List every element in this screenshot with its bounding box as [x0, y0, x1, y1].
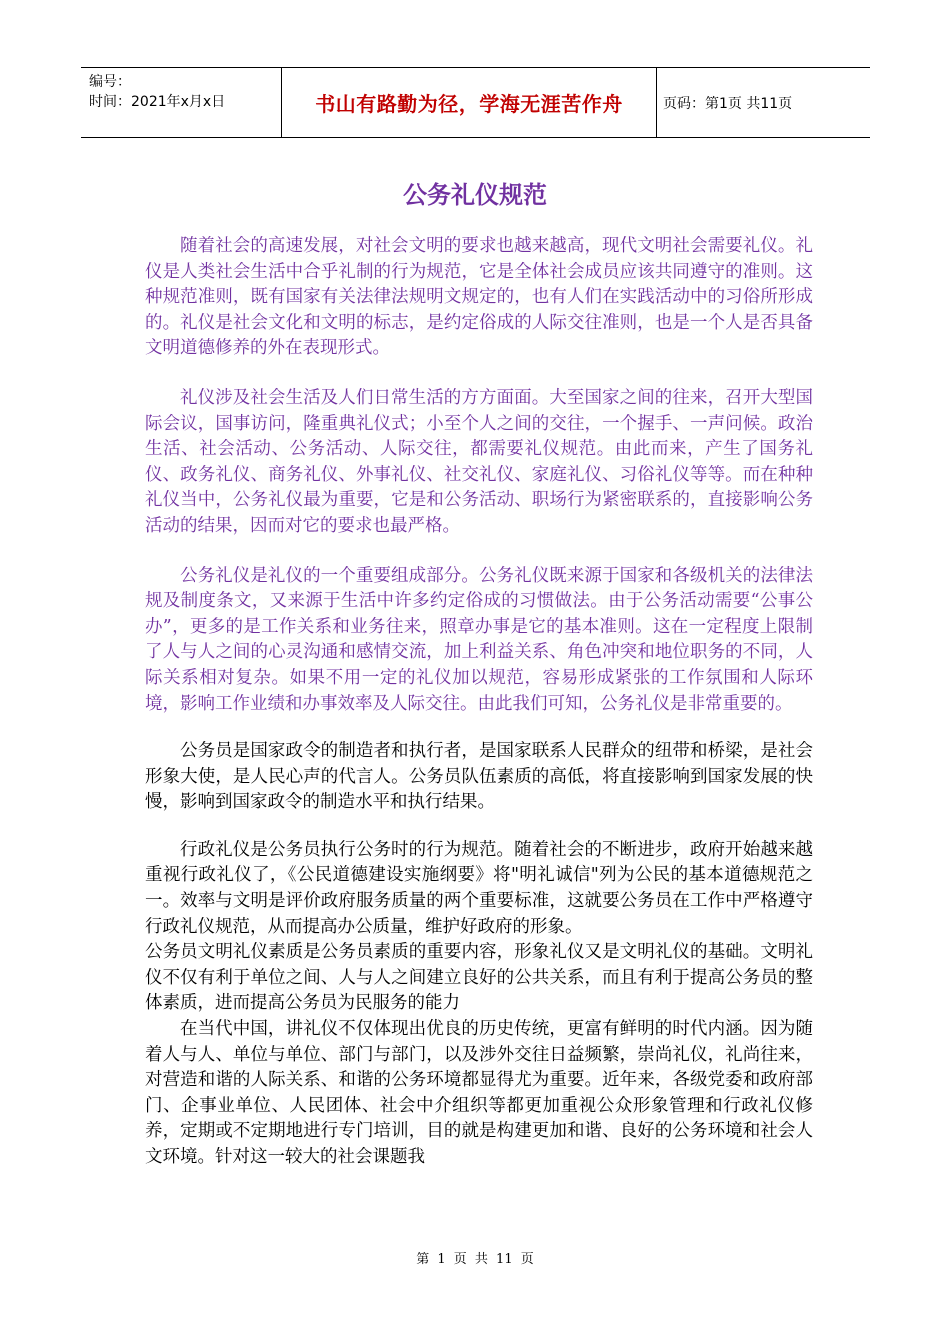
header-table — [81, 67, 870, 138]
header-time-label: 时间：2021年x月x日 — [89, 94, 226, 110]
paragraph: 公务员文明礼仪素质是公务员素质的重要内容，形象礼仪又是文明礼仪的基础。文明礼仪不仅有利于单位之间、人与人之间建立良好的公共关系，而且有利于提高公务员的整体素质，进而提高公务员为民服务的能力 — [145, 942, 813, 1014]
header-motto: 书山有路勤为径，学海无涯苦作舟 — [315, 92, 623, 116]
document-title: 公务礼仪规范 — [403, 181, 547, 209]
document-body — [145, 234, 813, 1171]
paragraph: 行政礼仪是公务员执行公务时的行为规范。随着社会的不断进步，政府开始越来越重视行政礼仪了，《公民道德建设实施纲要》将"明礼诚信"列为公民的基本道德规范之一。效率与文明是评价政府服务质量的两个重要标准，这就要公务员在工作中严格遵守行政礼仪规范，从而提高办公质量，维护好政府的形象。 — [145, 839, 813, 937]
header-number-label: 编号： — [89, 74, 131, 90]
paragraph: 公务员是国家政令的制造者和执行者，是国家联系人民群众的纽带和桥梁，是社会形象大使，是人民心声的代言人。公务员队伍素质的高低，将直接影响到国家发展的快慢，影响到国家政令的制造水平和执行结果。 — [145, 741, 813, 813]
paragraph: 礼仪涉及社会生活及人们日常生活的方方面面。大至国家之间的往来，召开大型国际会议，国事访问，隆重典礼仪式；小至个人之间的交往，一个握手、一声问候。政治生活、社会活动、公务活动、人际交往，都需要礼仪规范。由此而来，产生了国务礼仪、政务礼仪、商务礼仪、外事礼仪、社交礼仪、家庭礼仪、习俗礼仪等等。而在种种礼仪当中，公务礼仪最为重要，它是和公务活动、职场行为紧密联系的，直接影响公务活动的结果，因而对它的要求也最严格。 — [145, 387, 813, 536]
header-page-info: 页码：第1页 共11页 — [663, 95, 793, 112]
header-motto-cell — [281, 68, 657, 137]
paragraph: 公务礼仪是礼仪的一个重要组成部分。公务礼仪既来源于国家和各级机关的法律法规及制度条文，又来源于生活中许多约定俗成的习惯做法。由于公务活动需要“公事公办”，更多的是工作关系和业务往来，照章办事是它的基本准则。这在一定程度上限制了人与人之间的心灵沟通和感情交流，加上利益关系、角色冲突和地位职务的不同，人际关系相对复杂。如果不用一定的礼仪加以规范，容易形成紧张的工作氛围和人际环境，影响工作业绩和办事效率及人际交往。由此我们可知，公务礼仪是非常重要的。 — [145, 565, 813, 714]
header-meta-cell — [81, 68, 281, 137]
page-footer: 第 1 页 共 11 页 — [416, 1252, 534, 1267]
paragraph: 随着社会的高速发展，对社会文明的要求也越来越高，现代文明社会需要礼仪。礼仪是人类社会生活中合乎礼制的行为规范，它是全体社会成员应该共同遵守的准则。这种规范准则，既有国家有关法律法规明文规定的，也有人们在实践活动中的习俗所形成的。礼仪是社会文化和文明的标志，是约定俗成的人际交往准则，也是一个人是否具备文明道德修养的外在表现形式。 — [145, 236, 813, 359]
header-page-cell — [657, 68, 870, 137]
paragraph: 在当代中国，讲礼仪不仅体现出优良的历史传统，更富有鲜明的时代内涵。因为随着人与人、单位与单位、部门与部门，以及涉外交往日益频繁，崇尚礼仪，礼尚往来，对营造和谐的人际关系、和谐的公务环境都显得尤为重要。近年来，各级党委和政府部门、企事业单位、人民团体、社会中介组织等都更加重视公众形象管理和行政礼仪修养，定期或不定期地进行专门培训，目的就是构建更加和谐、良好的公务环境和社会人文环境。针对这一较大的社会课题我 — [145, 1019, 813, 1167]
